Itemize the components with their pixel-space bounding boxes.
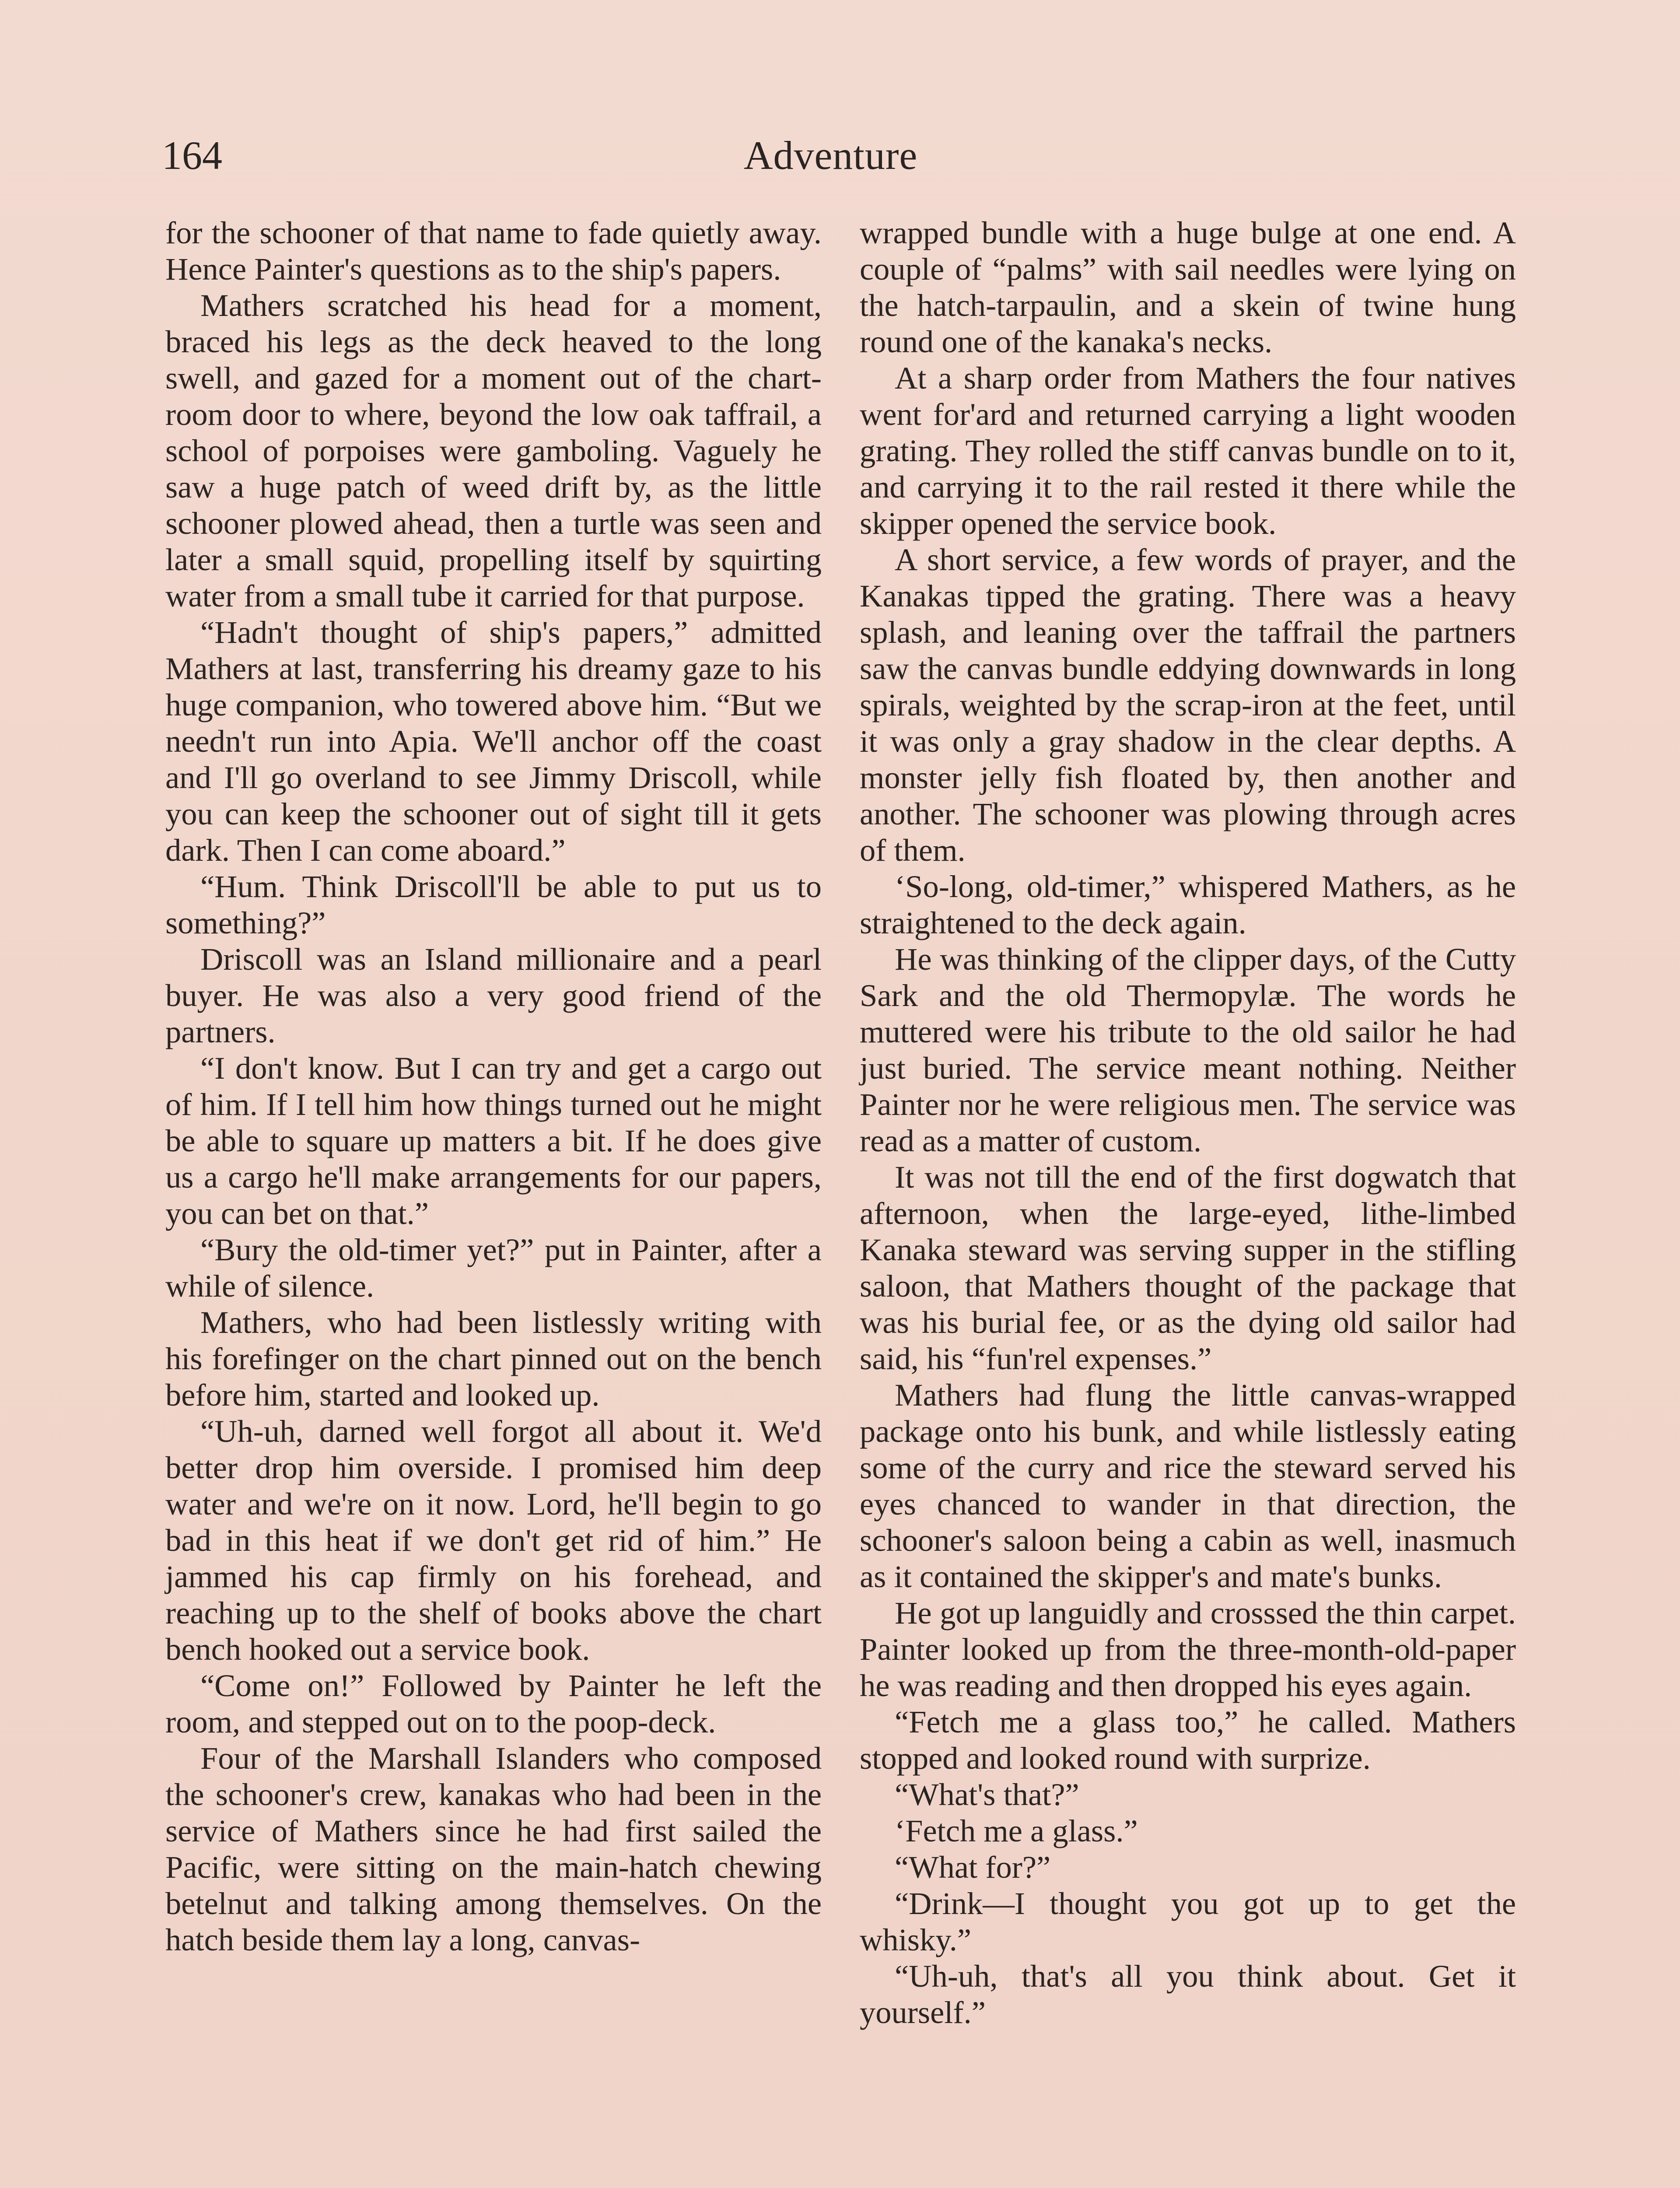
paragraph: He got up languidly and crosssed the thin carpet. Painter looked up from the three-month-old-paper he was reading and then dropped his eyes again.: [860, 1595, 1516, 1703]
paragraph: A short service, a few words of prayer, and the Kanakas tipped the grating. There was a heavy splash, and leaning over the taffrail the partners saw the canvas bundle eddying downwards in long spirals, weighted by the scrap-iron at the feet, until it was only a gray shadow in the clear depths. A monster jelly fish floated by, then another and another. The schooner was plowing through acres of them.: [860, 542, 1516, 868]
paragraph: “Uh-uh, that's all you think about. Get it yourself.”: [860, 1958, 1516, 2030]
right-column: [860, 214, 1516, 2030]
paragraph: It was not till the end of the first dogwatch that afternoon, when the large-eyed, lithe-limbed Kanaka steward was serving supper in the stifling saloon, that Mathers thought of the package that was his burial fee, or as the dying old sailor had said, his “fun'rel expenses.”: [860, 1159, 1516, 1376]
paragraph: wrapped bundle with a huge bulge at one end. A couple of “palms” with sail needles were lying on the hatch-tarpaulin, and a skein of twine hung round one of the kanaka's necks.: [860, 215, 1516, 359]
paragraph: ‘So-long, old-timer,” whispered Mathers, as he straightened to the deck again.: [860, 869, 1516, 940]
paragraph: Four of the Marshall Islanders who composed the schooner's crew, kanakas who had been in the service of Mathers since he had first sailed the Pacific, were sitting on the main-hatch chewing betelnut and talking among themselves. On the hatch beside them lay a long, canvas-: [165, 1740, 822, 1957]
paragraph: “Fetch me a glass too,” he called. Mathers stopped and looked round with surprize.: [860, 1704, 1516, 1776]
paragraph: “What's that?”: [895, 1777, 1079, 1812]
paragraph: “What for?”: [895, 1849, 1051, 1885]
paragraph: “Bury the old-timer yet?” put in Painter, after a while of silence.: [165, 1232, 822, 1304]
paragraph: for the schooner of that name to fade quietly away. Hence Painter's questions as to the ship's papers.: [165, 215, 822, 287]
paragraph: Driscoll was an Island millionaire and a pearl buyer. He was also a very good friend of the partners.: [165, 941, 822, 1049]
magazine-title: Adventure: [744, 133, 918, 178]
paragraph: He was thinking of the clipper days, of the Cutty Sark and the old Thermopylæ. The words he muttered were his tribute to the old sailor he had just buried. The service meant nothing. Neither Painter nor he were religious men. The service was read as a matter of custom.: [860, 941, 1516, 1158]
paragraph: “Drink—I thought you got up to get the whisky.”: [860, 1886, 1516, 1957]
running-head: [162, 127, 1518, 184]
paragraph: “I don't know. But I can try and get a cargo out of him. If I tell him how things turned out he might be able to square up matters a bit. If he does give us a cargo he'll make arrangements for our papers, you can bet on that.”: [165, 1050, 822, 1231]
paragraph: Mathers scratched his head for a moment, braced his legs as the deck heaved to the long swell, and gazed for a moment out of the chart-room door to where, beyond the low oak taffrail, a school of porpoises were gamboling. Vaguely he saw a huge patch of weed drift by, as the little schooner plowed ahead, then a turtle was seen and later a small squid, propelling itself by squirting water from a small tube it carried for that purpose.: [165, 288, 822, 614]
paragraph: Mathers, who had been listlessly writing with his forefinger on the chart pinned out on the bench before him, started and looked up.: [165, 1304, 822, 1413]
paragraph: “Hum. Think Driscoll'll be able to put us to something?”: [165, 869, 822, 940]
paragraph: “Hadn't thought of ship's papers,” admitted Mathers at last, transferring his dreamy gaze to his huge companion, who towered above him. “But we needn't run into Apia. We'll anchor off the coast and I'll go overland to see Jimmy Driscoll, while you can keep the schooner out of sight till it gets dark. Then I can come aboard.”: [165, 614, 822, 868]
paragraph: At a sharp order from Mathers the four natives went for'ard and returned carrying a light wooden grating. They rolled the stiff canvas bundle on to it, and carrying it to the rail rested it there while the skipper opened the service book.: [860, 360, 1516, 541]
paragraph: ‘Fetch me a glass.”: [895, 1813, 1138, 1848]
paragraph: “Uh-uh, darned well forgot all about it. We'd better drop him overside. I promised him deep water and we're on it now. Lord, he'll begin to go bad in this heat if we don't get rid of him.” He jammed his cap firmly on his forehead, and reaching up to the shelf of books above the chart bench hooked out a service book.: [165, 1413, 822, 1667]
paragraph: Mathers had flung the little canvas-wrapped package onto his bunk, and while listlessly eating some of the curry and rice the steward served his eyes chanced to wander in that direction, the schooner's saloon being a cabin as well, inasmuch as it contained the skipper's and mate's bunks.: [860, 1377, 1516, 1594]
paragraph: “Come on!” Followed by Painter he left the room, and stepped out on to the poop-deck.: [165, 1668, 822, 1739]
left-column: [165, 214, 822, 1958]
page-number: 164: [162, 133, 222, 178]
